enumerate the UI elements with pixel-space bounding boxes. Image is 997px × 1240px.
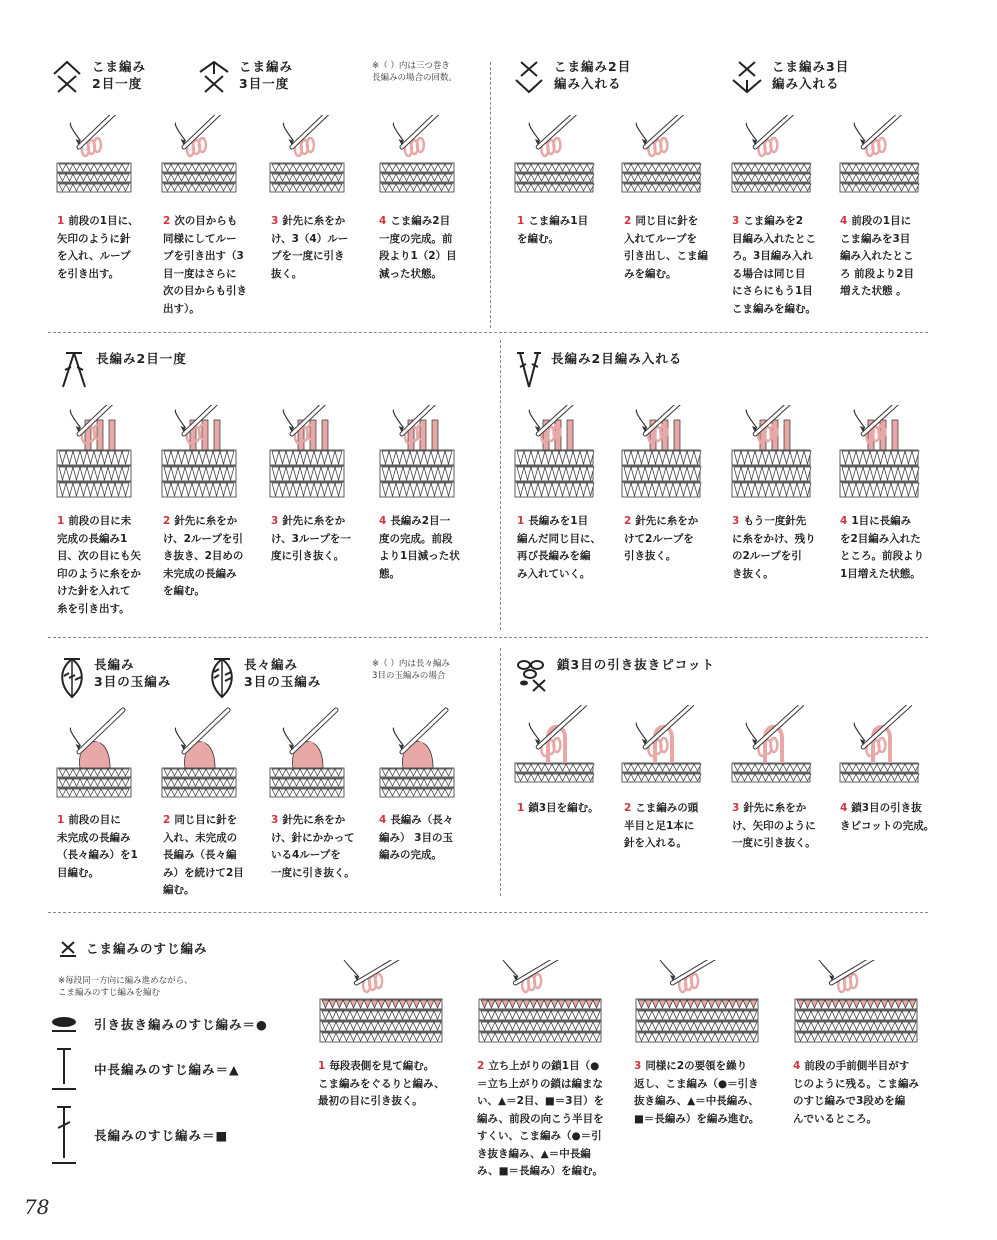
s5-step-2 [163, 812, 244, 900]
step-number: 2 [477, 1060, 485, 1072]
divider-horizontal-3 [48, 912, 928, 913]
step-number: 1 [517, 802, 525, 814]
divider-horizontal-1 [48, 332, 928, 333]
step-text: 前段の目に未 完成の長編み1 目、次の目にも矢 印のように糸をか けた針を入れて 糸を引き出す。 [57, 515, 141, 615]
sc2tog-title: こま編み 2目一度 [92, 59, 147, 91]
step-text: 前段の1目に こま編みを3目 編み入れたとこ ろ 前段より2目 増えた状態 。 [840, 215, 914, 297]
s5-step-3-illustration [268, 705, 348, 800]
symbol-header-tr3-bobble [208, 656, 321, 700]
step-text: 針先に糸をか け、2ループを引 き抜き、2目めの 未完成の長編み を編む。 [163, 515, 244, 597]
s1-step-3-illustration [268, 115, 348, 195]
s2-step-2 [624, 213, 708, 283]
s2-step-4-illustration [838, 115, 922, 195]
step-number: 4 [379, 215, 387, 227]
s7-step-4 [793, 1058, 919, 1128]
symbol-header-sc3tog [197, 58, 293, 96]
symbol-header-sc2tog [50, 58, 146, 96]
tr3-bobble-symbol-icon [208, 656, 236, 700]
s3-step-4 [379, 513, 460, 583]
s1-note: ※（ ）内は三つ巻き 長編みの場合の回数。 [372, 61, 458, 83]
step-number: 3 [732, 215, 740, 227]
s7-step-2 [477, 1058, 604, 1181]
symbol-header-dc2tog [60, 350, 187, 390]
step-text: 鎖3目の引き抜 きピコットの完成。 [840, 802, 935, 832]
sc-inc3-symbol-icon [730, 58, 764, 96]
s2-step-3-illustration [730, 115, 814, 195]
step-number: 4 [379, 814, 387, 826]
slst-blo-symbol-icon [48, 1014, 80, 1034]
hdc-blo-label: 中長編みのすじ編み＝▲ [94, 1062, 240, 1077]
s6-step-1 [517, 800, 599, 818]
step-number: 1 [517, 215, 525, 227]
symbol-slst-blo [48, 1014, 268, 1034]
step-number: 3 [271, 215, 279, 227]
s6-step-4-illustration [838, 705, 922, 785]
step-number: 4 [379, 515, 387, 527]
s2-step-1 [517, 213, 588, 248]
step-text: 長編み（長々 編み） 3目の玉 編みの完成。 [379, 814, 454, 861]
symbol-header-picot [515, 656, 715, 694]
s5-step-4 [379, 812, 453, 865]
page-number: 78 [24, 1195, 50, 1219]
s5-step-2-illustration [160, 705, 240, 800]
s7-step-2-illustration [477, 960, 605, 1045]
s7-step-1-illustration [318, 960, 446, 1045]
dc3-bobble-title: 長編み 3目の玉編み [94, 657, 172, 689]
s4-step-4 [840, 513, 924, 583]
hdc-blo-symbol-icon [48, 1046, 80, 1092]
sc-blo-symbol-icon [58, 940, 78, 958]
symbol-header-sc-inc3 [730, 58, 849, 96]
step-text: 前段の目に 未完成の長編み （長々編み）を1 目編む。 [57, 814, 138, 879]
step-number: 2 [163, 215, 171, 227]
step-text: 前段の手前側半目がす じのように残る。こま編み のすじ編みで3段めを編 んでいるところ。 [793, 1060, 919, 1125]
dc-inc2-title: 長編み2目編み入れる [551, 351, 683, 366]
dc-blo-symbol-icon [48, 1104, 80, 1166]
s6-step-2-illustration [620, 705, 704, 785]
s4-step-4-illustration [838, 405, 922, 500]
step-text: こま編みを2 目編み入れたとこ ろ。3目編み入れ る場合は同じ目 にさらにもう1目 こま編みを編む。 [732, 215, 816, 315]
step-text: 長編み2目一 度の完成。前段 より1目減った状 態。 [379, 515, 460, 580]
step-number: 4 [793, 1060, 801, 1072]
s5-step-1 [57, 812, 138, 882]
s4-step-2 [624, 513, 698, 566]
s7-note: ※毎段同一方向に編み進めながら、 こま編みのすじ編みを編む [58, 976, 193, 998]
dc2tog-title: 長編み2目一度 [96, 351, 187, 366]
divider-vertical-1 [490, 62, 491, 328]
step-number: 4 [840, 215, 848, 227]
step-text: こま編みの頭 半目と足1本に 針を入れる。 [624, 802, 699, 849]
step-text: 立ち上がりの鎖1目（● ＝立ち上がりの鎖は編まな い、▲＝2目、■＝3目）を 編み、前段の向こう半目を すくい、こま編み（●＝引 き抜き編み、▲＝中長編 み、■＝長編み）を編む。 [477, 1060, 605, 1177]
step-number: 3 [732, 515, 740, 527]
s6-step-3-illustration [730, 705, 814, 785]
sc-blo-title: こま編みのすじ編み [86, 941, 208, 956]
step-text: 針先に糸をか け、針にかかって いる4ループを 一度に引き抜く。 [271, 814, 355, 879]
s3-step-1 [57, 513, 141, 618]
step-number: 2 [624, 515, 632, 527]
step-text: 長編みを1目 編んだ同じ目に、 再び長編みを編 み入れていく。 [517, 515, 601, 580]
step-number: 3 [271, 814, 279, 826]
step-number: 1 [57, 515, 65, 527]
s5-step-3 [271, 812, 355, 882]
s1-step-4 [379, 213, 457, 283]
s4-step-1 [517, 513, 601, 583]
sc-inc2-title: こま編み2目 編み入れる [554, 59, 632, 91]
step-number: 4 [840, 802, 848, 814]
symbol-dc-blo [48, 1104, 228, 1166]
divider-vertical-2 [500, 340, 501, 630]
step-number: 1 [318, 1060, 326, 1072]
sc-inc3-title: こま編み3目 編み入れる [772, 59, 850, 91]
symbol-header-sc-inc2 [512, 58, 631, 96]
sc3tog-title: こま編み 3目一度 [239, 59, 294, 91]
s6-step-3 [732, 800, 816, 853]
s6-step-1-illustration [513, 705, 597, 785]
step-text: 次の目からも 同様にしてルー プを引き出す（3 目一度はさらに 次の目からも引き 出す）。 [163, 215, 247, 315]
step-number: 2 [163, 814, 171, 826]
s6-step-2 [624, 800, 698, 853]
step-number: 3 [271, 515, 279, 527]
divider-horizontal-2 [48, 637, 928, 638]
s3-step-2-illustration [160, 405, 240, 500]
symbol-header-sc-blo [58, 940, 208, 958]
step-text: 同じ目に針を 入れ、未完成の 長編み（長々編 み）を続けて2目 編む。 [163, 814, 244, 896]
step-number: 2 [624, 215, 632, 227]
symbol-hdc-blo [48, 1046, 240, 1092]
step-text: 毎段表側を見て編む。 こま編みをぐるりと編み、 最初の目に引き抜く。 [318, 1060, 445, 1107]
s6-step-4 [840, 800, 934, 835]
s4-step-3-illustration [730, 405, 814, 500]
dc-blo-label: 長編みのすじ編み＝■ [94, 1128, 229, 1143]
step-number: 1 [57, 814, 65, 826]
step-text: 前段の1目に、 矢印のように針 を入れ、ループ を引き出す。 [57, 215, 139, 280]
s3-step-3-illustration [268, 405, 348, 500]
s7-step-4-illustration [793, 960, 921, 1045]
s2-step-2-illustration [620, 115, 704, 195]
step-number: 2 [624, 802, 632, 814]
step-text: もう一度針先 に糸をかけ、残り の2ループを引 き抜く。 [732, 515, 816, 580]
step-text: 針先に糸をか け、3ループを一 度に引き抜く。 [271, 515, 351, 562]
s2-step-3 [732, 213, 816, 318]
s1-step-2 [163, 213, 247, 318]
s7-step-3 [634, 1058, 759, 1128]
step-text: 同様に2の要領を繰り 返し、こま編み（●＝引き 抜き編み、▲＝中長編み、 ■＝長編み）を編み進む。 [634, 1060, 760, 1125]
s3-step-2 [163, 513, 243, 601]
sc-inc2-symbol-icon [512, 58, 546, 96]
dc-inc2-symbol-icon [515, 350, 543, 390]
s3-step-1-illustration [55, 405, 135, 500]
slst-blo-label: 引き抜き編みのすじ編み＝● [94, 1017, 268, 1032]
s5-step-4-illustration [378, 705, 458, 800]
step-number: 3 [732, 802, 740, 814]
step-text: 針先に糸をか け、3（4）ルー プを一度に引き 抜く。 [271, 215, 349, 280]
s7-step-1 [318, 1058, 445, 1111]
s3-step-3 [271, 513, 351, 566]
symbol-header-dc3-bobble [58, 656, 171, 700]
dc2tog-symbol-icon [60, 350, 88, 390]
s5-note: ※（ ）内は長々編み 3目の玉編みの場合 [372, 659, 450, 681]
step-text: 同じ目に針を 入れてループを 引き出し、こま編 みを編む。 [624, 215, 708, 280]
s4-step-1-illustration [513, 405, 597, 500]
s1-step-2-illustration [160, 115, 240, 195]
s1-step-1 [57, 213, 139, 283]
step-text: 鎖3目を編む。 [528, 802, 599, 814]
step-number: 2 [163, 515, 171, 527]
sc3tog-symbol-icon [197, 58, 231, 96]
s1-step-1-illustration [55, 115, 135, 195]
s7-step-3-illustration [634, 960, 762, 1045]
picot-title: 鎖3目の引き抜きピコット [557, 657, 715, 672]
divider-vertical-3 [500, 648, 501, 896]
tr3-bobble-title: 長々編み 3目の玉編み [244, 657, 322, 689]
step-text: 針先に糸をか け、矢印のように 一度に引き抜く。 [732, 802, 816, 849]
s5-step-1-illustration [55, 705, 135, 800]
s4-step-3 [732, 513, 816, 583]
step-number: 3 [634, 1060, 642, 1072]
step-text: こま編み2目 一度の完成。前 段より1（2）目 減った状態。 [379, 215, 457, 280]
s3-step-4-illustration [378, 405, 458, 500]
step-text: 1目に長編み を2目編み入れた ところ。前段より 1目増えた状態。 [840, 515, 924, 580]
s4-step-2-illustration [620, 405, 704, 500]
step-number: 1 [57, 215, 65, 227]
s2-step-4 [840, 213, 914, 301]
sc2tog-symbol-icon [50, 58, 84, 96]
symbol-header-dc-inc2 [515, 350, 682, 390]
s1-step-3 [271, 213, 348, 283]
picot-symbol-icon [515, 656, 549, 694]
step-text: こま編み1目 を編む。 [517, 215, 589, 245]
step-text: 針先に糸をか けて2ループを 引き抜く。 [624, 515, 699, 562]
step-number: 1 [517, 515, 525, 527]
s2-step-1-illustration [513, 115, 597, 195]
step-number: 4 [840, 515, 848, 527]
s1-step-4-illustration [378, 115, 458, 195]
dc3-bobble-symbol-icon [58, 656, 86, 700]
